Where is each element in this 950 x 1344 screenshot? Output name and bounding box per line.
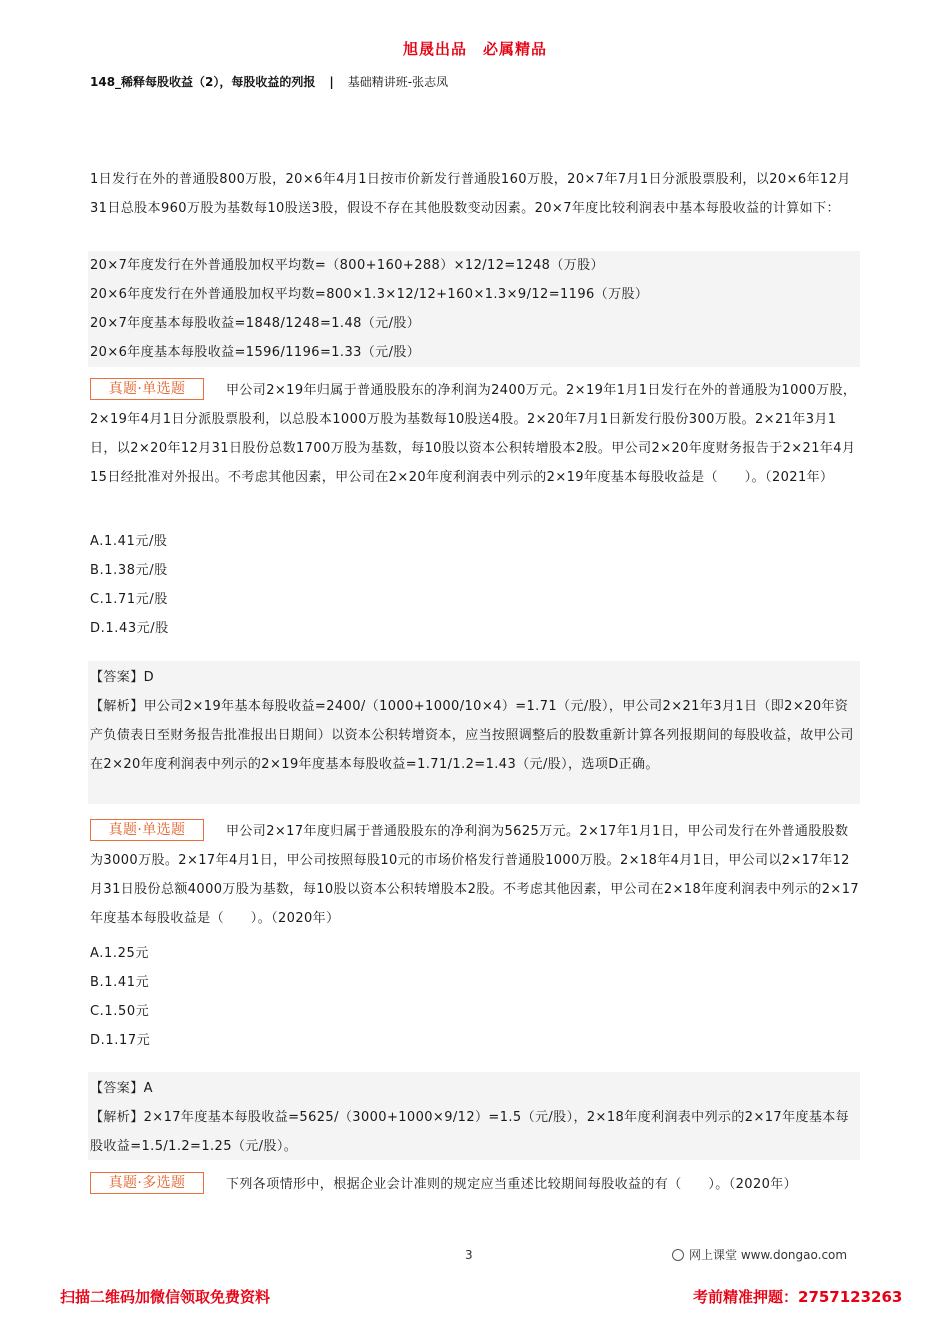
question-2 [90,817,860,933]
top-banner: 旭晟出品 必属精品 [402,40,547,58]
calc-line: 20×6年度基本每股收益=1596/1196=1.33（元/股） [90,345,421,360]
question-text: 下列各项情形中，根据企业会计准则的规定应当重述比较期间每股收益的有（ ）。（2020年） [226,1177,798,1192]
promo-right: 考前精准押题：2757123263 [693,1288,903,1306]
option-a: A.1.25元 [90,946,149,961]
option-d: D.1.43元/股 [90,621,169,636]
course-name: 基础精讲班-张志凤 [347,75,449,89]
option-b: B.1.41元 [90,975,150,990]
question-type-tag: 真题·多选题 [90,1172,204,1194]
analysis-body: 2×17年度基本每股收益=5625/（3000+1000×9/12）=1.5（元/股），2×18年度利润表中列示的2×17年度基本每股收益=1.5/1.2=1.25（元/股）。 [90,1110,850,1154]
header-separator: | [329,75,334,89]
site-logo [672,1246,847,1263]
option-c: C.1.50元 [90,1004,150,1019]
question-text: 甲公司2×17年度归属于普通股股东的净利润为5625万元。2×17年1月1日，甲公司发行在外普通股股数为3000万股。2×17年4月1日，甲公司按照每股10元的市场价格发行普通股1000万股。2×18年4月1日，甲公司以2×17年12月31日股份总额4000万股为基数，每10股以资本公积转增股本2股。不考虑其他因素，甲公司在2×18年度利润表中列示的2×17年度基本每股收益是（ ）。（2020年） [90,824,860,926]
answer-box [88,1072,860,1160]
page-number: 3 [465,1248,473,1262]
option-c: C.1.71元/股 [90,592,168,607]
answer-text: 【答案】D [90,670,155,685]
globe-icon [672,1249,684,1261]
intro-paragraph: 1日发行在外的普通股800万股，20×6年4月1日按市价新发行普通股160万股，20×7年7月1日分派股票股利，以20×6年12月31日总股本960万股为基数每10股送3股，假设不存在其他股数变动因素。20×7年度比较利润表中基本每股收益的计算如下： [90,172,851,216]
calc-line: 20×7年度发行在外普通股加权平均数=（800+160+288）×12/12=1248（万股） [90,258,604,273]
promo-left: 扫描二维码加微信领取免费资料 [60,1288,271,1306]
question-type-tag: 真题·单选题 [90,819,204,841]
analysis-text [88,1103,860,1161]
analysis-body: 甲公司2×19年基本每股收益=2400/（1000+1000/10×4）=1.71（元/股），甲公司2×21年3月1日（即2×20年资产负债表日至财务报告批准报出日期间）以资本公积转增资本，应当按照调整后的股数重新计算各列报期间的每股收益，故甲公司在2×20年度利润表中列示的2×19年度基本每股收益=1.71/1.2=1.43（元/股），选项D正确。 [90,699,854,772]
question-3 [90,1170,860,1199]
option-a: A.1.41元/股 [90,534,168,549]
answer-box [88,661,860,804]
option-b: B.1.38元/股 [90,563,168,578]
option-d: D.1.17元 [90,1033,151,1048]
page-header [90,73,448,90]
analysis-label: 【解析】 [90,699,144,714]
site-name: 网上课堂 www.dongao.com [689,1248,848,1262]
analysis-text [88,692,860,779]
answer-text: 【答案】A [90,1081,153,1096]
question-text: 甲公司2×19年归属于普通股股东的净利润为2400万元。2×19年1月1日发行在外的普通股为1000万股，2×19年4月1日分派股票股利，以总股本1000万股为基数每10股送4股。2×20年7月1日新发行股份300万股。2×21年3月1日，以2×20年12月31日股份总数1700万股为基数，每10股以资本公积转增股本2股。甲公司2×20年度财务报告于2×21年4月15日经批准对外报出。不考虑其他因素，甲公司在2×20年度利润表中列示的2×19年度基本每股收益是（ ）。（2021年） [90,383,857,485]
question-1 [90,376,860,492]
question-type-tag: 真题·单选题 [90,378,204,400]
calculation-box [88,251,860,367]
analysis-label: 【解析】 [90,1110,144,1125]
calc-line: 20×7年度基本每股收益=1848/1248=1.48（元/股） [90,316,421,331]
lesson-title: 148_稀释每股收益（2），每股收益的列报 [90,75,316,89]
calc-line: 20×6年度发行在外普通股加权平均数=800×1.3×12/12+160×1.3×9/12=1196（万股） [90,287,649,302]
